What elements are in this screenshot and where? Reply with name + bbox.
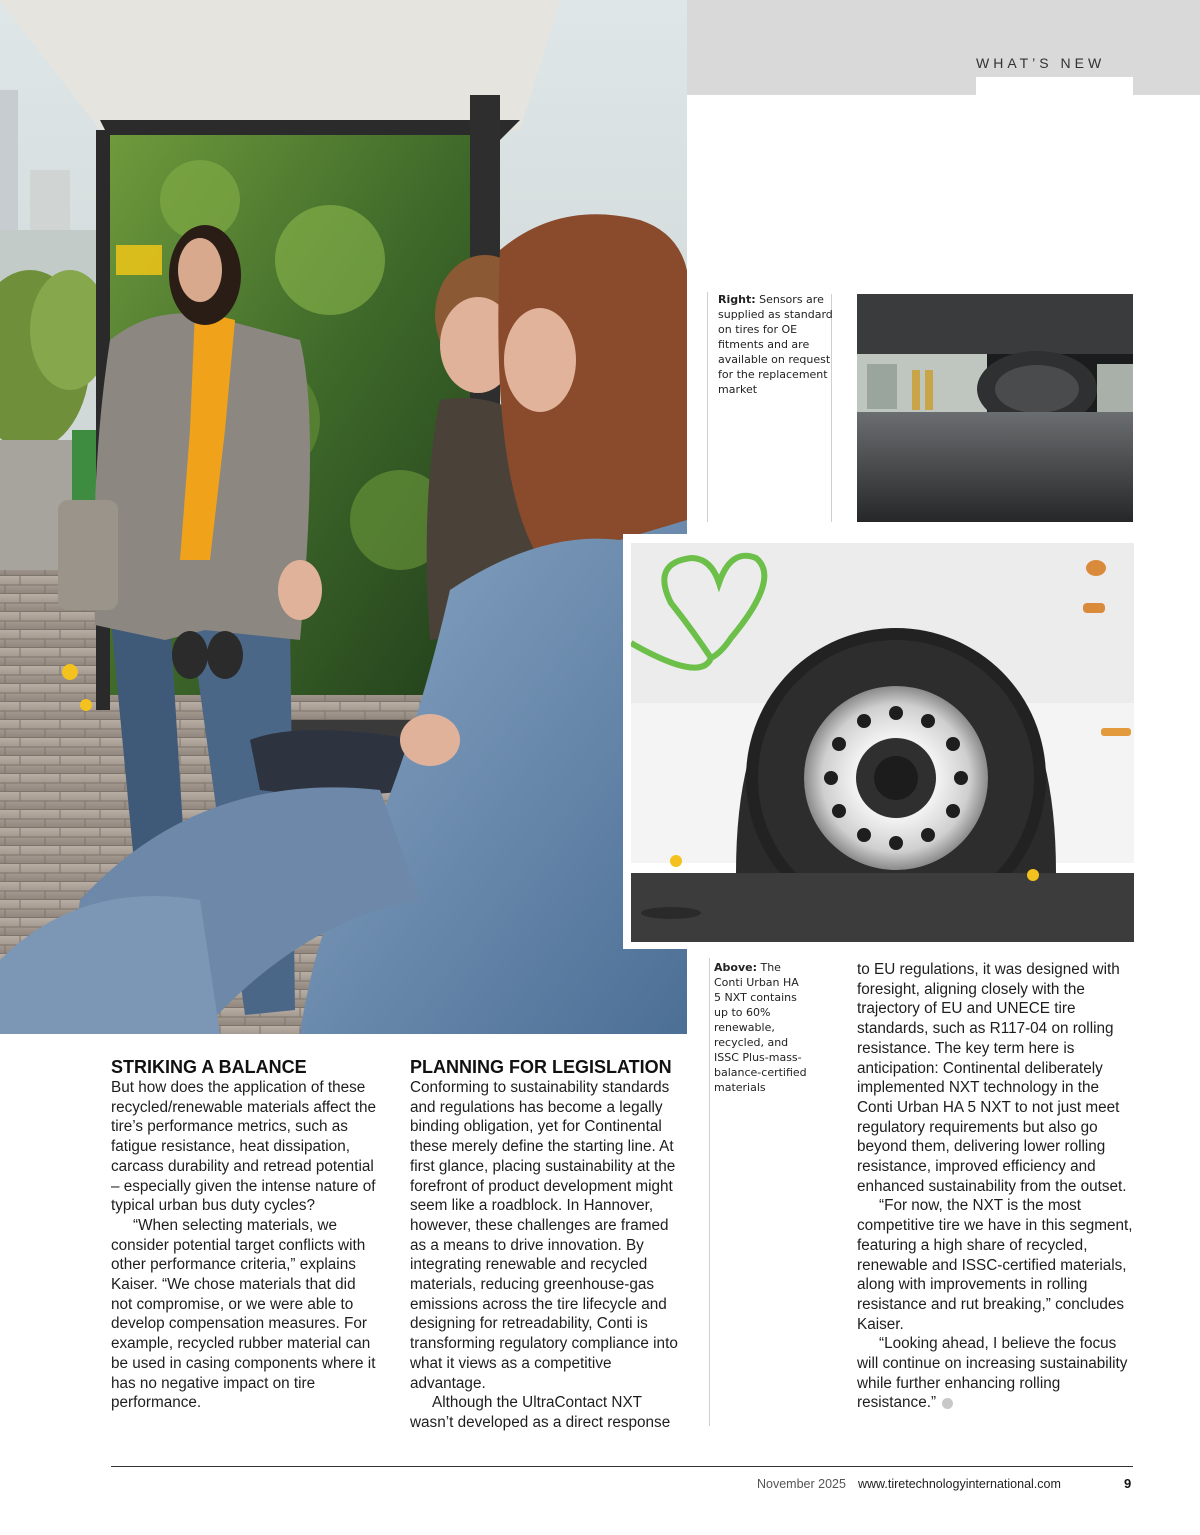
header-tab	[976, 77, 1133, 95]
tire-sensor-photo	[857, 294, 1133, 522]
caption-above-text: The Conti Urban HA 5 NXT contains up to 60% renewable, recycled, and ISSC Plus-mass-balance-certified materials	[714, 961, 807, 1094]
caption-above-lead: Above:	[714, 961, 757, 974]
body-paragraph-final	[857, 1334, 1133, 1413]
body-paragraph: Although the UltraContact NXT wasn’t developed as a direct response	[410, 1394, 671, 1431]
page-number: 9	[1124, 1476, 1132, 1491]
body-paragraph: “For now, the NXT is the most competitive tire we have in this segment, featuring a high share of recycled, renewable and ISSC-certified materials, along with improvements in rolling resistance and rut breaking,” concludes Kaiser.	[857, 1197, 1133, 1333]
footer-date: November 2025	[757, 1477, 846, 1491]
article-column-1	[111, 1056, 379, 1413]
body-paragraph: “When selecting materials, we consider potential target conflicts with other performance criteria,” explains Kaiser. “We chose materials that did not compromise, or we were able to develop compensation measures. For example, recycled rubber material can be used in casing components where it has no negative impact on tire performance.	[111, 1216, 376, 1412]
body-paragraph: to EU regulations, it was designed with foresight, aligning closely with the trajectory of EU and UNECE tire standards, such as R117-04 on rolling resistance. The key term here is anticipation: Continental deliberately implemented NXT technology in the Conti Urban HA 5 NXT to not just meet regulatory requirements but also go beyond them, delivering lower rolling resistance, improved efficiency and enhanced sustainability from the outset.	[857, 961, 1127, 1195]
footer-url[interactable]: www.tiretechnologyinternational.com	[858, 1477, 1061, 1491]
end-of-article-icon	[942, 1398, 953, 1409]
body-paragraph: Conforming to sustainability standards and regulations has become a legally binding obligation, yet for Continental these merely define the starting line. At first glance, placing sustainability at the forefront of product development might seem like a roadblock. In Hannover, however, these challenges are framed as a means to drive innovation. By integrating renewable and recycled materials, reducing greenhouse-gas emissions across the tire lifecycle and designing for retreadability, Conti is transforming regulatory compliance into what it views as a competitive advantage.	[410, 1079, 678, 1392]
caption-above	[714, 960, 808, 1095]
bus-stop-photo	[0, 0, 687, 1034]
body-paragraph: But how does the application of these recycled/renewable materials affect the tire’s performance metrics, such as fatigue resistance, heat dissipation, carcass durability and retread potential – especially given the intense nature of typical urban bus duty cycles?	[111, 1079, 376, 1215]
caption-right-lead: Right:	[718, 293, 756, 306]
caption-rule-above	[709, 958, 710, 1426]
article-column-3	[857, 960, 1133, 1413]
caption-rule-right	[707, 292, 708, 522]
body-paragraph-final-text: “Looking ahead, I believe the focus will continue on increasing sustainability while further enhancing rolling resistance.”	[857, 1335, 1128, 1412]
caption-right	[718, 292, 836, 397]
footer-rule	[111, 1466, 1133, 1467]
caption-right-text: Sensors are supplied as standard on tires for OE fitments and are available on request for the replacement market	[718, 293, 833, 396]
article-column-2	[410, 1056, 686, 1433]
section-label: WHAT’S NEW	[976, 55, 1106, 71]
bus-wheel-photo	[631, 543, 1134, 942]
section-heading-striking-a-balance: STRIKING A BALANCE	[111, 1057, 307, 1077]
section-heading-planning-for-legislation: PLANNING FOR LEGISLATION	[410, 1057, 672, 1077]
